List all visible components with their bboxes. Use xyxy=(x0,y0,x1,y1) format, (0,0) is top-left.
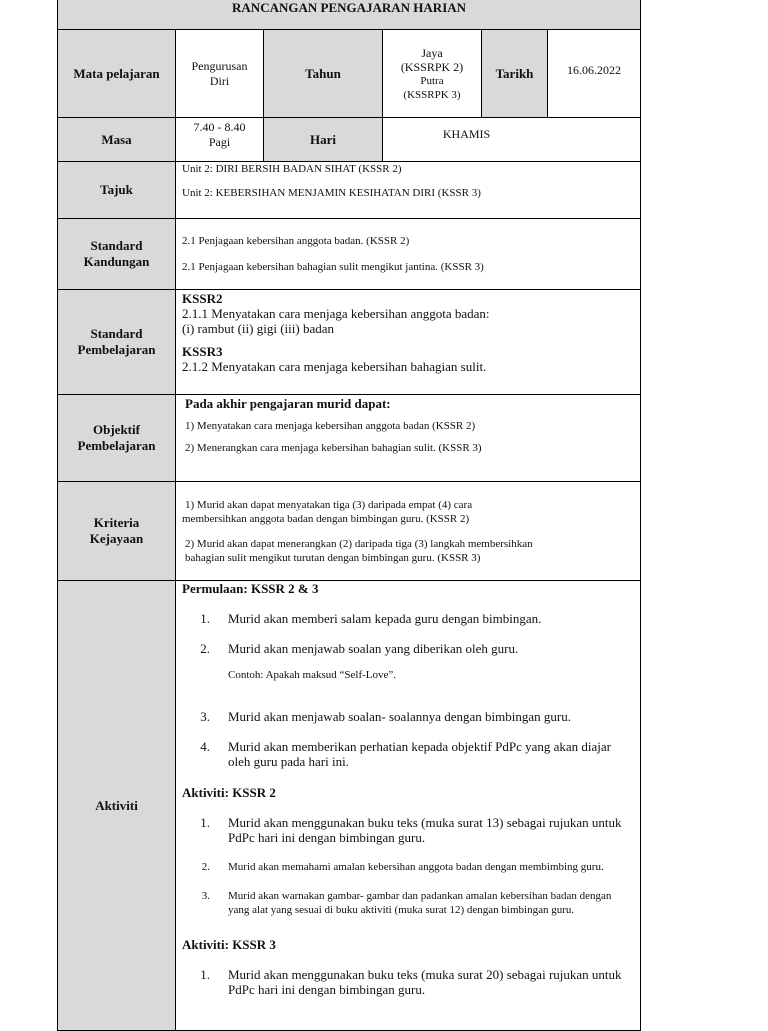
sp-heading-kssr2: KSSR2 xyxy=(182,291,223,306)
aktiviti-kssr2-heading: Aktiviti: KSSR 2 xyxy=(182,785,276,800)
masa-line1: 7.40 - 8.40 xyxy=(193,120,246,134)
sp-line2: (i) rambut (ii) gigi (iii) badan xyxy=(182,321,334,336)
standard-pembelajaran-content xyxy=(176,290,641,395)
tahun-line3: Putra xyxy=(420,74,444,87)
list-item: 1. Murid akan memberi salam kepada guru dengan bimbingan. xyxy=(200,611,542,626)
masa-value xyxy=(176,118,264,162)
standard-kandungan-content xyxy=(176,219,641,290)
standard-kandungan-label xyxy=(58,219,176,290)
kk-line1b: membersihkan anggota badan dengan bimbingan guru. (KSSR 2) xyxy=(182,512,470,525)
list-item: 2. Murid akan memahami amalan kebersihan anggota badan dengan membimbing guru. xyxy=(201,861,604,873)
op-label-line1: Objektif xyxy=(93,422,140,437)
objektif-content xyxy=(176,395,641,482)
page-title: RANCANGAN PENGAJARAN HARIAN xyxy=(58,0,641,30)
mata-pelajaran-value xyxy=(176,30,264,118)
sk-label-line1: Standard xyxy=(90,238,143,253)
op-line2: 2) Menerangkan cara menjaga kebersihan bahagian sulit. (KSSR 3) xyxy=(185,442,482,454)
mata-value-line2: Diri xyxy=(209,73,230,88)
tarikh-label: Tarikh xyxy=(482,30,548,118)
sp-line3: 2.1.2 Menyatakan cara menjaga kebersihan bahagian sulit. xyxy=(182,359,487,374)
masa-label: Masa xyxy=(58,118,176,162)
mata-value-line1: Pengurusan xyxy=(191,58,248,73)
permulaan-list xyxy=(182,611,630,769)
mata-pelajaran-label: Mata pelajaran xyxy=(58,30,176,118)
sk-line2: 2.1 Penjagaan kebersihan bahagian sulit mengikut jantina. (KSSR 3) xyxy=(182,261,484,273)
kriteria-content xyxy=(176,482,641,581)
sp-label-line2: Pembelajaran xyxy=(77,342,156,357)
kriteria-label xyxy=(58,482,176,581)
tahun-line2: (KSSRPK 2) xyxy=(400,59,464,74)
op-line1: 1) Menyatakan cara menjaga kebersihan anggota badan (KSSR 2) xyxy=(185,420,476,432)
aktiviti-label: Aktiviti xyxy=(58,581,176,1031)
standard-pembelajaran-label xyxy=(58,290,176,395)
tajuk-line2: Unit 2: KEBERSIHAN MENJAMIN KESIHATAN DIRI (KSSR 3) xyxy=(182,187,481,199)
list-item: 1. Murid akan menggunakan buku teks (muka surat 13) sebagai rujukan untuk PdPc hari ini dengan bimbingan guru. xyxy=(200,815,622,845)
kk-line1a: 1) Murid akan dapat menyatakan tiga (3) daripada empat (4) cara xyxy=(185,498,473,511)
tahun-value xyxy=(383,30,482,118)
hari-label: Hari xyxy=(264,118,383,162)
list-item: 3. Murid akan warnakan gambar- gambar dan padankan amalan kebersihan badan dengan yang alat yang sesuai di buku aktiviti (muka surat 12) dengan bimbingan guru. xyxy=(201,890,612,916)
list-item: 2. Murid akan menjawab soalan yang diberikan oleh guru. xyxy=(200,641,519,656)
kk-line2a: 2) Murid akan dapat menerangkan (2) daripada tiga (3) langkah membersihkan xyxy=(185,537,533,550)
contoh-line: Contoh: Apakah maksud “Self-Love”. xyxy=(228,669,397,681)
objektif-label xyxy=(58,395,176,482)
op-intro: Pada akhir pengajaran murid dapat: xyxy=(185,396,391,411)
sp-line1: 2.1.1 Menyatakan cara menjaga kebersihan anggota badan: xyxy=(182,306,490,321)
tarikh-value: 16.06.2022 xyxy=(548,30,641,118)
hari-value: KHAMIS xyxy=(383,118,641,162)
sk-line1: 2.1 Penjagaan kebersihan anggota badan. (KSSR 2) xyxy=(182,235,410,247)
aktiviti-content xyxy=(176,581,641,1031)
tajuk-label: Tajuk xyxy=(58,162,176,219)
kk-label-line1: Kriteria xyxy=(93,515,140,530)
aktiviti-kssr3-heading: Aktiviti: KSSR 3 xyxy=(182,937,276,952)
sp-label-line1: Standard xyxy=(90,326,143,341)
permulaan-heading: Permulaan: KSSR 2 & 3 xyxy=(182,581,319,596)
tahun-label: Tahun xyxy=(264,30,383,118)
lesson-plan-table xyxy=(57,0,641,1031)
sp-heading-kssr3: KSSR3 xyxy=(182,344,223,359)
kk-label-line2: Kejayaan xyxy=(89,531,144,546)
tahun-line4: (KSSRPK 3) xyxy=(403,88,461,101)
aktiviti-kssr2-list xyxy=(182,815,630,917)
list-item: 3. Murid akan menjawab soalan- soalannya dengan bimbingan guru. xyxy=(200,709,571,724)
tajuk-line1: Unit 2: DIRI BERSIH BADAN SIHAT (KSSR 2) xyxy=(182,163,402,175)
list-item: 4. Murid akan memberikan perhatian kepada objektif PdPc yang akan diajar oleh guru pada hari ini. xyxy=(200,739,612,769)
tahun-line1: Jaya xyxy=(421,45,443,60)
sk-label-line2: Kandungan xyxy=(83,254,150,269)
kk-line2b: bahagian sulit mengikut turutan dengan bimbingan guru. (KSSR 3) xyxy=(185,551,481,564)
masa-line2: Pagi xyxy=(208,135,231,149)
tajuk-content xyxy=(176,162,641,219)
list-item: 1. Murid akan menggunakan buku teks (muka surat 20) sebagai rujukan untuk PdPc hari ini dengan bimbingan guru. xyxy=(200,967,622,997)
op-label-line2: Pembelajaran xyxy=(77,438,156,453)
aktiviti-kssr3-list xyxy=(182,967,630,997)
